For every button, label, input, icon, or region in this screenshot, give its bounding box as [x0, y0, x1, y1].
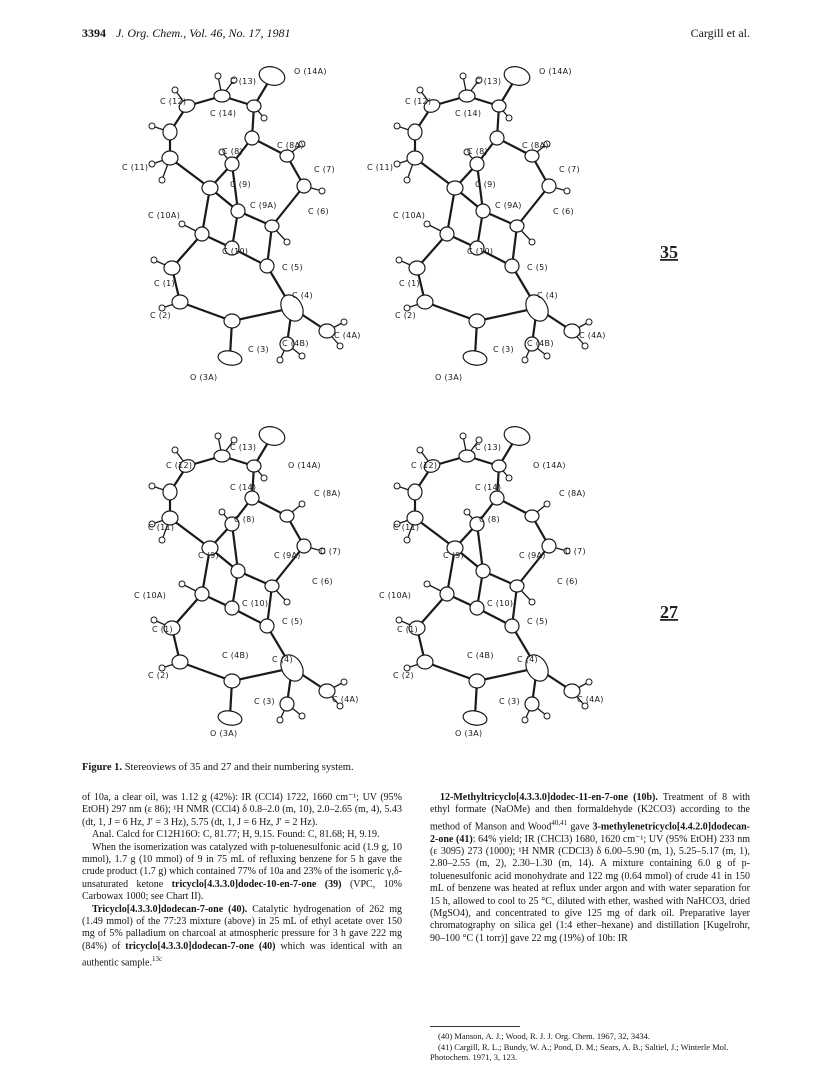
paragraph-compound-10b: [430, 792, 750, 945]
atom-label: C (8): [234, 515, 255, 524]
figure-caption: [82, 762, 750, 773]
ortep-drawing: [82, 46, 750, 758]
atom-label: C (13): [475, 77, 502, 86]
atom-label: C (1): [152, 625, 173, 634]
atom-label: C (4A): [332, 695, 359, 704]
atom-label: C (2): [148, 671, 169, 680]
atom-label: C (1): [397, 625, 418, 634]
text: Catalytic hydrogenation of 262 mg (1.49 mmol) of the 77:23 mixture (above) in 25 mL of ethyl acetate over 150 mg of 5% palladium on charcoal at atmospheric pressure for 3 h gave 222 mg (84%) of: [82, 903, 402, 952]
paragraph-compound-40: [82, 904, 402, 970]
paragraph-isomerization: [82, 842, 402, 904]
journal-citation: J. Org. Chem., Vol. 46, No. 17, 1981: [116, 26, 291, 40]
atom-label: C (11): [148, 523, 175, 532]
atom-label: C (14): [210, 109, 237, 118]
compound-41-name: 3-methylenetricyclo[4.4.2.0]dodecan-2-one (41): [430, 821, 750, 845]
page-header: [82, 26, 750, 44]
atom-label: C (7): [565, 547, 586, 556]
footnote-references: [430, 1031, 750, 1063]
atom-label: O (14A): [539, 67, 572, 76]
atom-label: C (9): [230, 180, 251, 189]
atom-label: O (3A): [190, 373, 218, 382]
right-column: [430, 792, 750, 945]
atom-label: C (9): [475, 180, 496, 189]
reference-40: (40) Manson, A. J.; Wood, R. J. J. Org. Chem. 1967, 32, 3434.: [438, 1031, 650, 1041]
citation-sup: 13c: [151, 955, 163, 964]
atom-label: C (9A): [495, 201, 522, 210]
atom-label: C (9A): [274, 551, 301, 560]
atom-label: C (7): [559, 165, 580, 174]
page-number: 3394: [82, 26, 106, 40]
atom-label: C (6): [308, 207, 329, 216]
atom-label: C (13): [475, 443, 502, 452]
atom-label: C (9A): [519, 551, 546, 560]
citation-sup: 40,41: [551, 818, 568, 827]
atom-label: O (3A): [210, 729, 238, 738]
atom-label: C (4): [292, 291, 313, 300]
atom-label: C (10A): [379, 591, 412, 600]
atom-label: C (5): [282, 617, 303, 626]
atom-label: C (10): [487, 599, 514, 608]
atom-label: O (14A): [533, 461, 566, 470]
text: which was identical with an authentic sample.: [82, 940, 402, 969]
text: gave: [567, 821, 593, 833]
atom-label: C (6): [557, 577, 578, 586]
atom-label: C (4B): [527, 339, 554, 348]
atom-label: C (4B): [467, 651, 494, 660]
text: (VPC, 10% Carbowax 1000; see Chart II).: [82, 878, 403, 903]
atom-label: C (2): [393, 671, 414, 680]
atom-label: C (8A): [559, 489, 586, 498]
atom-label: C (7): [320, 547, 341, 556]
atom-label: C (3): [493, 345, 514, 354]
atom-label: C (9): [443, 551, 464, 560]
compound-40-name: tricyclo[4.3.3.0]dodecan-7-one (40): [125, 940, 276, 952]
atom-label: C (13): [230, 443, 257, 452]
text: When the isomerization was catalyzed with p-toluenesulfonic acid (1.9 g, 10 mmol), 1.7 g (10 mmol) of 9 in 75 mL of refluxing benzene for 5 h gave the crude product (1.7 g) which contained 77% of 10a and 23% of the isomeric γ,δ-unsaturated ketone: [82, 841, 402, 890]
atom-label: C (3): [499, 697, 520, 706]
atom-label: C (8A): [314, 489, 341, 498]
atom-label: C (11): [367, 163, 394, 172]
atom-label: C (2): [150, 311, 171, 320]
atom-label: O (3A): [435, 373, 463, 382]
atom-label: C (10): [467, 247, 494, 256]
atom-label: C (4): [272, 655, 293, 664]
reference-41: (41) Cargill, R. L.; Bundy, W. A.; Pond, D. M.; Sears, A. B.; Saltiel, J.; Winterle Mol. Photochem. 1971, 3, 123.: [430, 1041, 729, 1062]
atom-label: O (14A): [294, 67, 327, 76]
atom-label: C (11): [122, 163, 149, 172]
atom-label: C (12): [166, 461, 193, 470]
compound-number-27: 27: [660, 602, 678, 622]
text: Treatment of 8 with ethyl formate (NaOMe) and then formaldehyde (K2CO3) according to the method of Manson and Wood: [430, 792, 750, 833]
atom-label: C (1): [399, 279, 420, 288]
figure-label: Figure 1.: [82, 762, 123, 773]
running-authors: Cargill et al.: [690, 26, 750, 40]
atom-label: C (8): [479, 515, 500, 524]
atom-label: C (14): [230, 483, 257, 492]
atom-label: C (1): [154, 279, 175, 288]
atom-label: C (8A): [277, 141, 304, 150]
atom-label: C (8A): [522, 141, 549, 150]
atom-label: O (14A): [288, 461, 321, 470]
compound-number-35: 35: [660, 242, 678, 262]
figure-caption-text: Stereoviews of 35 and 27 and their numbering system.: [122, 762, 354, 773]
atom-label: C (13): [230, 77, 257, 86]
footnote-divider: [430, 1026, 520, 1027]
stereoview-figure: [82, 46, 750, 758]
atom-label: O (3A): [455, 729, 483, 738]
text: : 64% yield; IR (CHCl3) 1680, 1620 cm⁻¹; UV (95% EtOH) 233 nm (ε 3095) 273 (1000); ¹H NMR (CDCl3) δ 6.00–5.90 (m, 1), 5.25–5.17 (m, 1), 2.80–2.55 (m, 2), 2.30–1.30 (m, 14). A mixture containing 6.0 g of p-toluenesulfonic acid monohydrate and 122 mg (0.64 mmol) of crude 41 in 150 mL of benzene was heated at reflux under argon and with water separation for 15 h, allowed to cool to 25 °C, diluted with ether, washed with NaHCO3, dried (MgSO4), and concentrated to give 125 mg of dark oil. Preparative layer chromatography on silica gel (1:4 ether–hexane) and distillation [Kugelrohr, 90–100 °C (1 torr)] gave 22 mg (19%) of 10b: IR: [430, 833, 750, 944]
atom-label: C (10A): [134, 591, 167, 600]
atom-label: C (12): [160, 97, 187, 106]
atom-label: C (12): [411, 461, 438, 470]
atom-label: C (5): [527, 617, 548, 626]
paragraph-analysis: Anal. Calcd for C12H16O: C, 81.77; H, 9.15. Found: C, 81.68; H, 9.19.: [92, 829, 380, 841]
compound-10b-heading: 12-Methyltricyclo[4.3.3.0]dodec-11-en-7-one (10b).: [440, 792, 658, 803]
atom-label: C (4B): [222, 651, 249, 660]
atom-label: C (5): [282, 263, 303, 272]
compound-39-name: tricyclo[4.3.3.0]dodec-10-en-7-one (39): [171, 878, 342, 890]
atom-label: C (12): [405, 97, 432, 106]
atom-label: C (7): [314, 165, 335, 174]
atom-label: C (11): [393, 523, 420, 532]
atom-label: C (4B): [282, 339, 309, 348]
atom-label: C (14): [475, 483, 502, 492]
left-column: [82, 792, 402, 970]
atom-label: C (3): [248, 345, 269, 354]
atom-label: C (5): [527, 263, 548, 272]
atom-label: C (10): [222, 247, 249, 256]
atom-label: C (4A): [334, 331, 361, 340]
atom-label: C (4): [517, 655, 538, 664]
atom-label: C (3): [254, 697, 275, 706]
paragraph-10a-data: of 10a, a clear oil, was 1.12 g (42%): IR (CCl4) 1722, 1660 cm⁻¹; UV (95% EtOH) 297 nm (ε 86); ¹H NMR (CCl4) δ 0.8–2.0 (m, 10), 2.0–2.65 (m, 4), 5.43 (dt, 1, J = 6 Hz, J′ = 3 Hz), 5.75 (dt, 1, J = 6 Hz, J′ = 2 Hz).: [82, 792, 402, 828]
atom-label: C (2): [395, 311, 416, 320]
atom-label: C (10A): [148, 211, 181, 220]
atom-label: C (10): [242, 599, 269, 608]
atom-label: C (9): [198, 551, 219, 560]
atom-label: C (4A): [579, 331, 606, 340]
atom-label: C (8): [467, 147, 488, 156]
atom-label: C (9A): [250, 201, 277, 210]
atom-label: C (8): [222, 147, 243, 156]
compound-40-heading: Tricyclo[4.3.3.0]dodecan-7-one (40).: [92, 903, 248, 915]
atom-label: C (4): [537, 291, 558, 300]
atom-label: C (14): [455, 109, 482, 118]
atom-label: C (4A): [577, 695, 604, 704]
atom-label: C (6): [553, 207, 574, 216]
atom-label: C (6): [312, 577, 333, 586]
atom-label: C (10A): [393, 211, 426, 220]
